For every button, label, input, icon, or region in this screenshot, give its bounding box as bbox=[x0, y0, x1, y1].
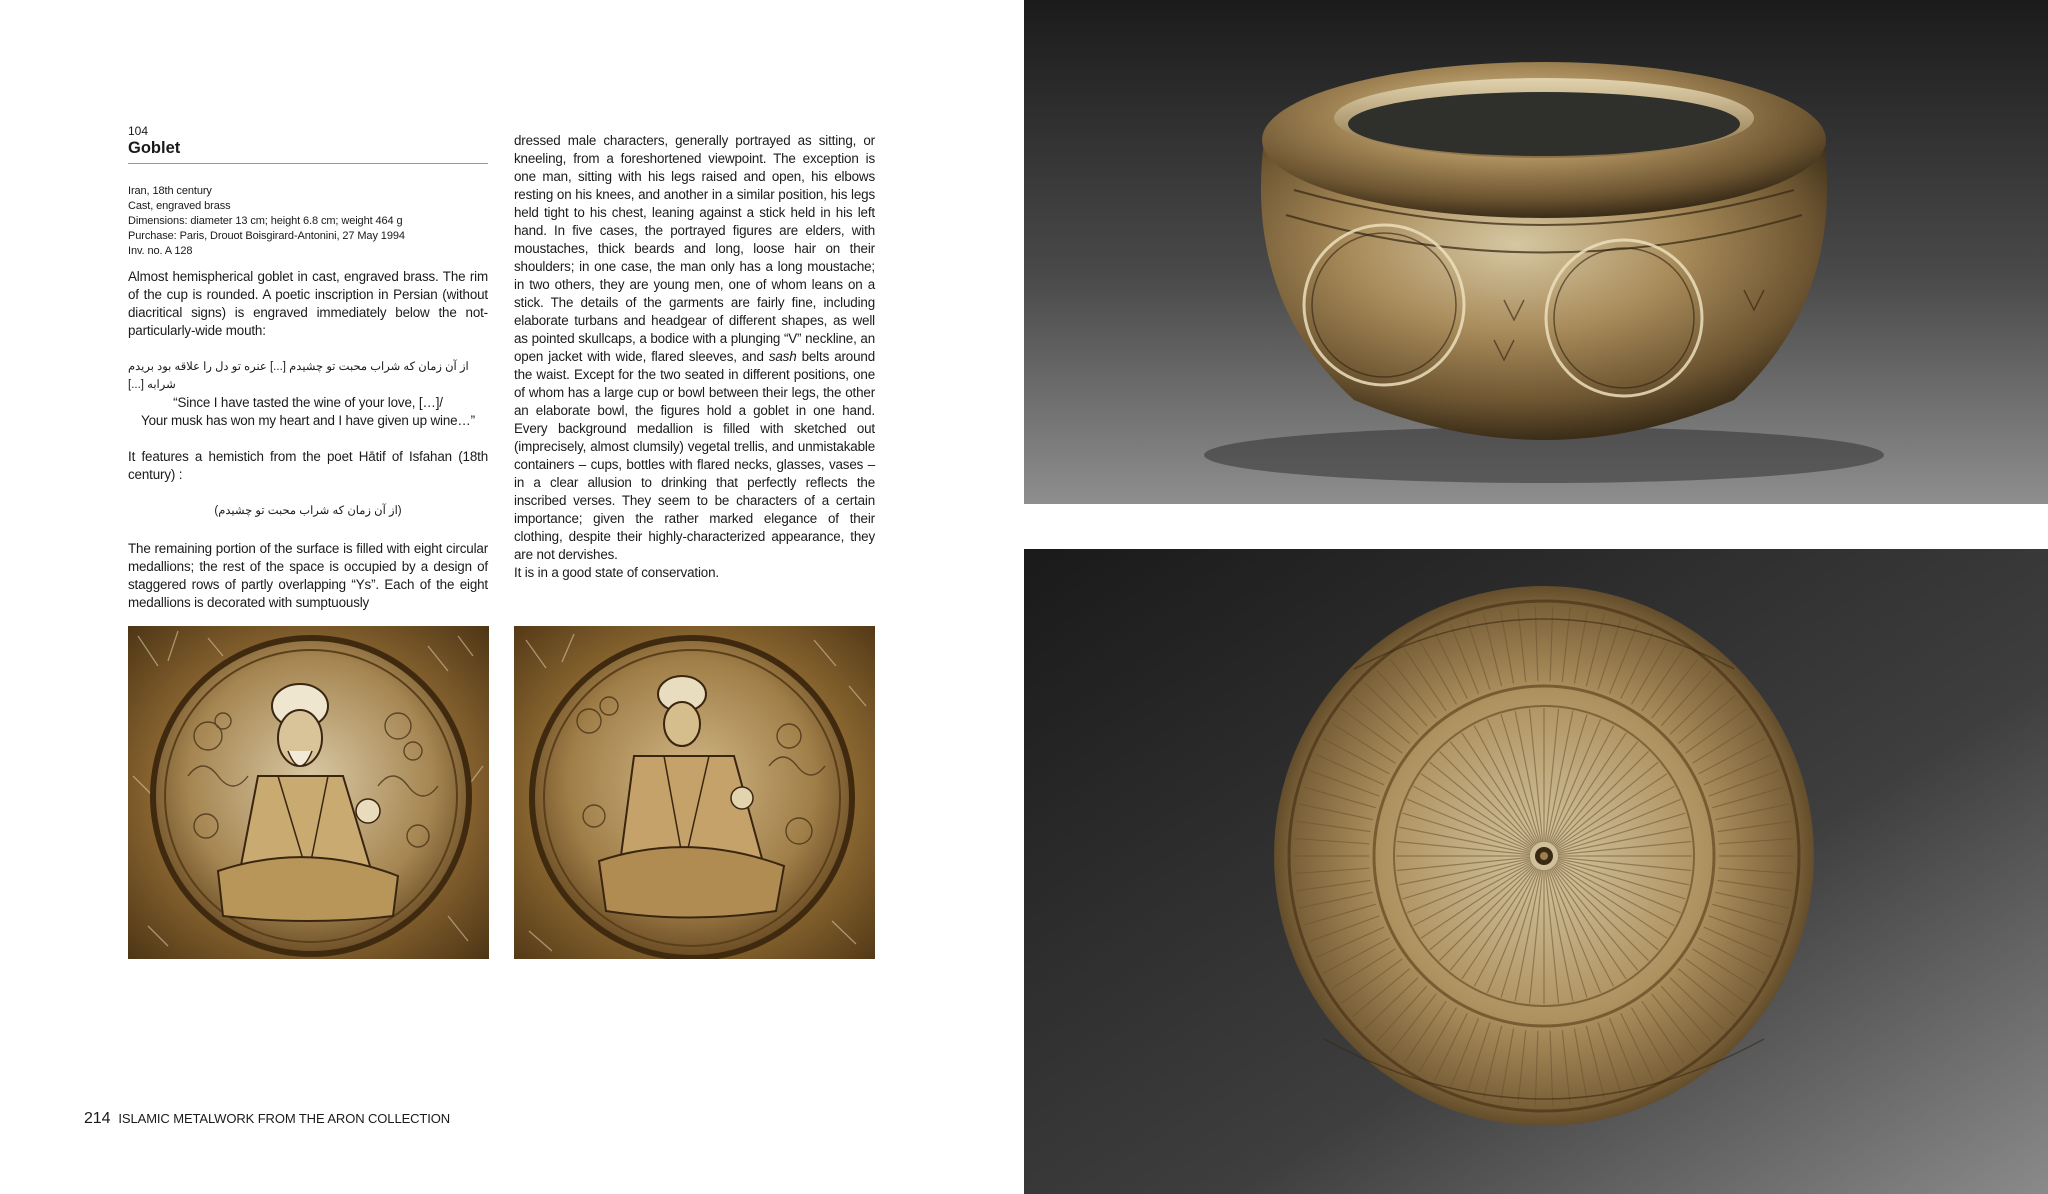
sash-term: sash bbox=[768, 349, 797, 364]
object-metadata bbox=[128, 184, 488, 259]
goblet-base-photo bbox=[1024, 549, 2048, 1194]
medallions-paragraph: The remaining portion of the surface is filled with eight circular medallions; the rest of the space is occupied by a design of staggered rows of partly overlapping “Ys”. Each of the eight medallions is decorated with sumptuously bbox=[128, 541, 488, 610]
intro-paragraph: Almost hemispherical goblet in cast, engraved brass. The rim of the cup is rounded. A poetic inscription in Persian (without diacritical signs) is engraved immediately below the not-particularly-wide mouth: bbox=[128, 269, 488, 338]
catalogue-number: 104 bbox=[128, 124, 149, 138]
conservation-note: It is in a good state of conservation. bbox=[514, 565, 719, 580]
figures-text-a: dressed male characters, generally portrayed as sitting, or kneeling, from a foreshortened viewpoint. The exception is one man, sitting with his legs raised and open, his elbows resting on his knees, and another in a similar position, his legs held tight to his chest, leaning against a stick held in his left hand. In five cases, the portrayed figures are elders, with moustaches, thick beards and long, loose hair on their shoulders; in one case, the man only has a long moustache; in two others, they are young men, one of whom leans on a stick. The details of the garments are fairly fine, including elaborate turbans and headgear of different shapes, as well as pointed skullcaps, a bodice with a plunging “V” neckline, an open jacket with wide, flared sleeves, and bbox=[514, 133, 875, 364]
medallion-detail-photo-2 bbox=[514, 626, 875, 959]
running-title: ISLAMIC METALWORK FROM THE ARON COLLECTION bbox=[118, 1111, 451, 1126]
entry-title: Goblet bbox=[128, 139, 181, 157]
meta-purchase: Purchase: Paris, Drouot Boisgirard-Antonini, 27 May 1994 bbox=[128, 230, 405, 242]
persian-hemistich: (از آن زمان که شراب محبت تو چشیدم) bbox=[214, 505, 402, 517]
page-number: 214 bbox=[84, 1110, 111, 1127]
right-page bbox=[1024, 0, 2048, 1194]
meta-inventory: Inv. no. A 128 bbox=[128, 245, 193, 257]
persian-inscription: از آن زمان که شراب محبت تو چشیدم [...] عنره تو دل را علاقه بود بریدم شرابه [...] bbox=[128, 361, 469, 391]
hemistich-paragraph: It features a hemistich from the poet Hātif of Isfahan (18th century) : bbox=[128, 449, 488, 482]
page-footer bbox=[84, 1110, 450, 1128]
description-body bbox=[128, 268, 488, 612]
figures-paragraph bbox=[514, 132, 875, 564]
title-divider bbox=[128, 163, 488, 164]
medallion-detail-photo-1 bbox=[128, 626, 489, 959]
meta-material: Cast, engraved brass bbox=[128, 200, 231, 212]
meta-origin: Iran, 18th century bbox=[128, 185, 212, 197]
figures-text-b: belts around the waist. Except for the two seated in different positions, one of whom has a large cup or bowl between their legs, the other an elaborate bowl, the figures hold a goblet in one hand. Every background medallion is filled with sketched out (imprecisely, almost clumsily) vegetal trellis, and unmistakable containers – cups, bottles with flared necks, glasses, vases – in a clear allusion to drinking that perfectly reflects the inscribed verses. They seem to be characters of a certain importance; given the rather marked elegance of their clothing, despite their highly-characterized appearance, they are not dervishes. bbox=[514, 349, 875, 562]
verse-line-1: “Since I have tasted the wine of your love, […]/ bbox=[173, 395, 443, 410]
goblet-side-photo bbox=[1024, 0, 2048, 504]
text-column-left bbox=[128, 124, 488, 612]
verse-line-2: Your musk has won my heart and I have given up wine…” bbox=[141, 413, 475, 428]
text-column-right bbox=[514, 132, 875, 582]
meta-dimensions: Dimensions: diameter 13 cm; height 6.8 cm; weight 464 g bbox=[128, 215, 403, 227]
